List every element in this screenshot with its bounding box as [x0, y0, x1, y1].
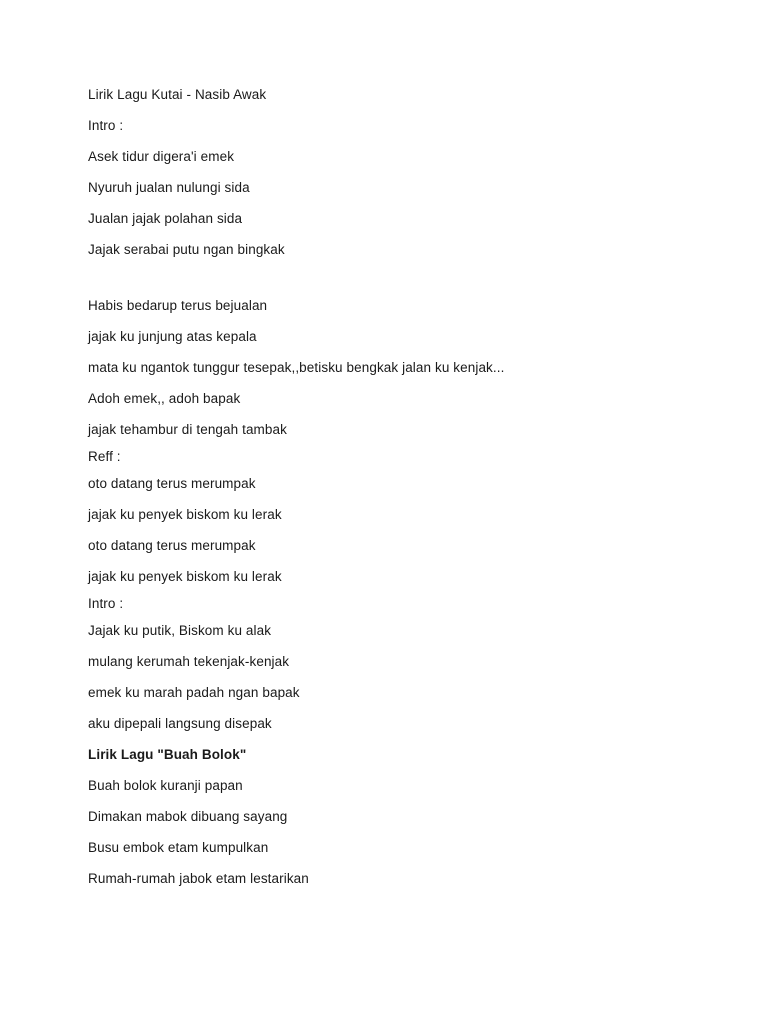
document-line: Nyuruh jualan nulungi sida	[88, 180, 250, 195]
document-line: jajak tehambur di tengah tambak	[88, 422, 287, 437]
document-line: Jajak serabai putu ngan bingkak	[88, 242, 285, 257]
document-line: jajak ku junjung atas kepala	[88, 329, 257, 344]
document-line: Jajak ku putik, Biskom ku alak	[88, 623, 272, 638]
document-line: Lirik Lagu Kutai - Nasib Awak	[88, 87, 267, 102]
document-line: Rumah-rumah jabok etam lestarikan	[88, 871, 309, 886]
blank-line	[88, 274, 672, 282]
document-line: Intro :	[88, 118, 124, 133]
document-line: Reff :	[88, 449, 121, 464]
document-line: jajak ku penyek biskom ku lerak	[88, 569, 282, 584]
document-line: Lirik Lagu "Buah Bolok"	[88, 747, 247, 762]
document-line: mata ku ngantok tunggur tesepak,,betisku bengkak jalan ku kenjak...	[88, 360, 505, 375]
document-line: jajak ku penyek biskom ku lerak	[88, 507, 282, 522]
document-line: Dimakan mabok dibuang sayang	[88, 809, 288, 824]
document-line: Busu embok etam kumpulkan	[88, 840, 269, 855]
document-line: oto datang terus merumpak	[88, 538, 256, 553]
document-line: Jualan jajak polahan sida	[88, 211, 243, 226]
document-line: Asek tidur digera'i emek	[88, 149, 235, 164]
document-line: Adoh emek,, adoh bapak	[88, 391, 241, 406]
document-line: mulang kerumah tekenjak-kenjak	[88, 654, 290, 669]
document-line: Habis bedarup terus bejualan	[88, 298, 268, 313]
document-body	[88, 88, 672, 886]
document-line: oto datang terus merumpak	[88, 476, 256, 491]
document-line: Intro :	[88, 596, 124, 611]
document-line: emek ku marah padah ngan bapak	[88, 685, 300, 700]
document-line: aku dipepali langsung disepak	[88, 716, 272, 731]
document-line: Buah bolok kuranji papan	[88, 778, 243, 793]
